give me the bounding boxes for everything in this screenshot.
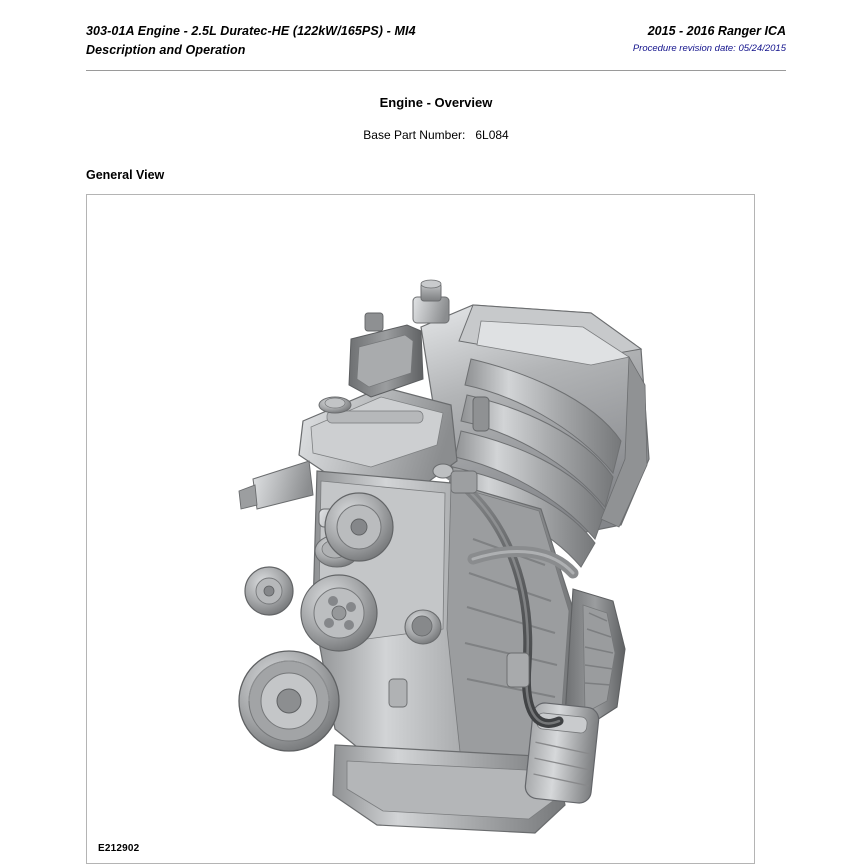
header-left-block [86,22,416,60]
figure-id-label: E212902 [98,843,140,854]
ignition-coil-pack [349,313,423,397]
header-right-block [633,22,786,56]
base-part-label: Base Part Number: [363,128,466,142]
figure-frame [86,194,755,864]
engine-diagram-svg [121,209,721,849]
page-title: Engine - Overview [379,95,493,110]
base-part-line [86,128,786,142]
engine-illustration [87,195,754,863]
crankshaft-pulley [239,651,339,751]
throttle-body [413,280,449,323]
base-part-number: 6L084 [475,128,509,142]
header-section-code: 303-01A Engine - 2.5L Duratec-HE (122kW/165PS) - MI4 [86,24,416,38]
header-section-subtitle: Description and Operation [86,43,246,57]
page-header [86,22,786,66]
header-revision-date: Procedure revision date: 05/24/2015 [632,43,786,54]
header-model-year: 2015 - 2016 Ranger ICA [647,24,786,38]
coolant-outlet [405,610,441,644]
section-heading: General View [86,168,165,182]
header-divider [86,70,786,71]
